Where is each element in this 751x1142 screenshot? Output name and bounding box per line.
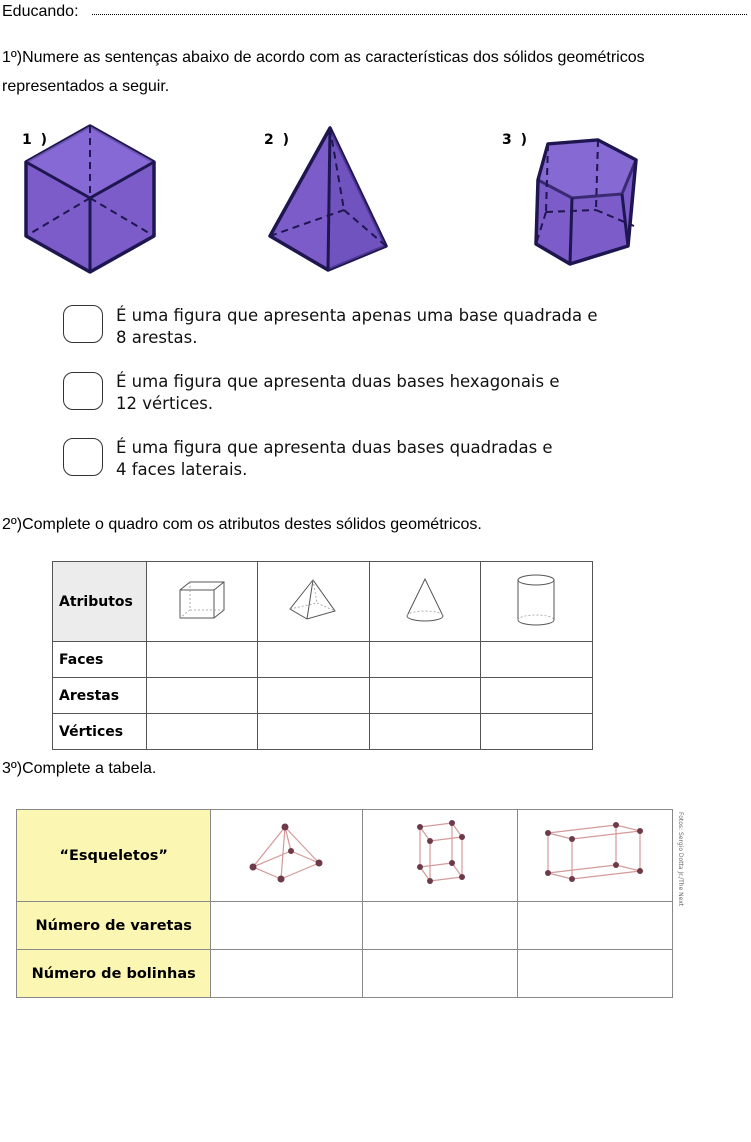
row-label-vertices: Vértices	[53, 714, 147, 750]
option-3-line2: 4 faces laterais.	[116, 460, 248, 479]
answer-cell[interactable]	[363, 902, 518, 950]
student-label: Educando:	[2, 3, 79, 20]
pyramid-icon	[287, 577, 339, 623]
option-2-line2: 12 vértices.	[116, 394, 214, 413]
answer-cell[interactable]	[517, 902, 672, 950]
cube-cell	[147, 562, 258, 642]
answer-box-2[interactable]	[63, 372, 103, 410]
answer-cell[interactable]	[363, 950, 518, 998]
cube-icon	[20, 120, 160, 276]
cube-icon	[176, 578, 228, 622]
prism-skeleton-cell	[517, 810, 672, 902]
answer-cell[interactable]	[211, 950, 363, 998]
row-label-edges: Arestas	[53, 678, 147, 714]
pyramid-cell	[258, 562, 369, 642]
row-label-balls: Número de bolinhas	[17, 950, 211, 998]
answer-cell[interactable]	[480, 714, 592, 750]
answer-cell[interactable]	[369, 642, 480, 678]
pyramid-icon	[266, 124, 392, 276]
answer-cell[interactable]	[147, 714, 258, 750]
q2-prompt: 2º)Complete o quadro com os atributos destes sólidos geométricos.	[2, 516, 482, 533]
option-2-line1: É uma figura que apresenta duas bases hexagonais e	[116, 372, 560, 391]
cylinder-icon	[514, 572, 558, 628]
answer-cell[interactable]	[147, 642, 258, 678]
q1-prompt-line2: representados a seguir.	[2, 78, 170, 95]
figure-label-3: 3 )	[502, 132, 530, 148]
name-dotted-line	[92, 14, 747, 15]
cone-icon	[403, 576, 447, 624]
cube-skeleton-cell	[363, 810, 518, 902]
answer-cell[interactable]	[258, 714, 369, 750]
figure-label-2: 2 )	[264, 132, 292, 148]
answer-cell[interactable]	[211, 902, 363, 950]
answer-cell[interactable]	[517, 950, 672, 998]
row-label-faces: Faces	[53, 642, 147, 678]
answer-cell[interactable]	[258, 642, 369, 678]
answer-box-3[interactable]	[63, 438, 103, 476]
option-1-line1: É uma figura que apresenta apenas uma base quadrada e	[116, 306, 598, 325]
hexagonal-prism-icon	[526, 134, 644, 270]
pyramid-skeleton-icon	[247, 821, 327, 887]
attributes-header: Atributos	[53, 562, 147, 642]
option-1-line2: 8 arestas.	[116, 328, 198, 347]
answer-cell[interactable]	[147, 678, 258, 714]
cone-cell	[369, 562, 480, 642]
pyramid-skeleton-cell	[211, 810, 363, 902]
photo-credit: Fotos: Sergio Dotta Jr./The Next	[677, 812, 684, 907]
attributes-table	[52, 561, 593, 750]
option-1	[116, 305, 598, 349]
option-3	[116, 437, 553, 481]
skeletons-header: “Esqueletos”	[17, 810, 211, 902]
q1-prompt-line1: 1º)Numere as sentenças abaixo de acordo com as características dos sólidos geométricos	[2, 49, 645, 66]
answer-cell[interactable]	[369, 678, 480, 714]
prism-skeleton-icon	[540, 819, 650, 889]
row-label-rods: Número de varetas	[17, 902, 211, 950]
answer-cell[interactable]	[258, 678, 369, 714]
answer-box-1[interactable]	[63, 305, 103, 343]
q3-prompt: 3º)Complete a tabela.	[2, 760, 157, 777]
option-3-line1: É uma figura que apresenta duas bases quadradas e	[116, 438, 553, 457]
figure-label-1: 1 )	[22, 132, 50, 148]
cube-skeleton-icon	[400, 819, 480, 889]
cylinder-cell	[480, 562, 592, 642]
answer-cell[interactable]	[369, 714, 480, 750]
answer-cell[interactable]	[480, 678, 592, 714]
answer-cell[interactable]	[480, 642, 592, 678]
option-2	[116, 371, 560, 415]
skeletons-table	[16, 809, 673, 998]
student-name-line[interactable]	[2, 2, 79, 22]
